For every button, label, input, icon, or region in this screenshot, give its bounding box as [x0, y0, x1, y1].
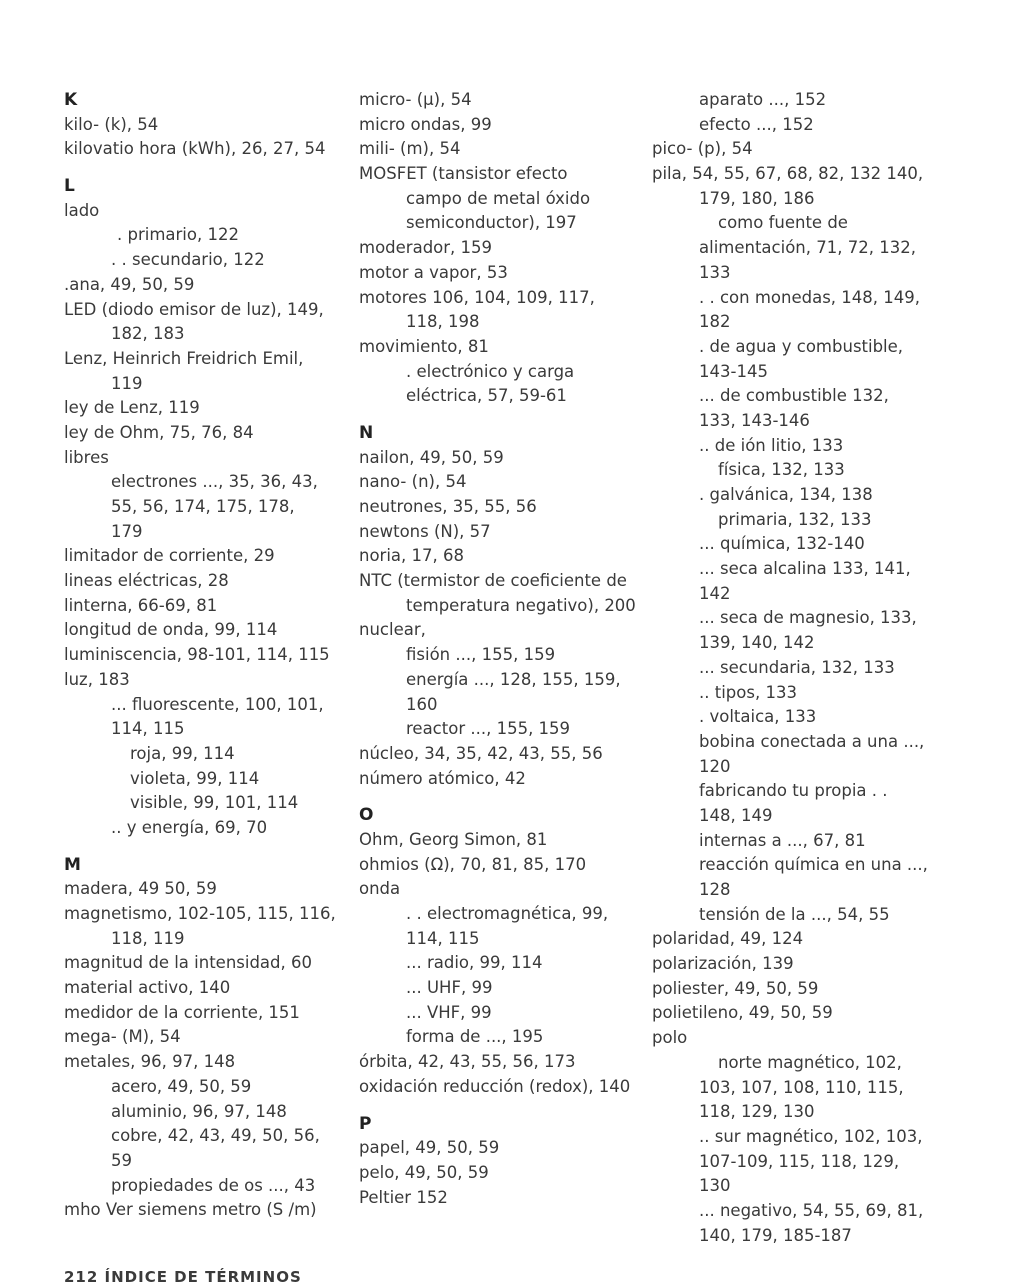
index-entry: mega- (M), 54: [64, 1027, 181, 1047]
index-entry: LED (diodo emisor de luz), 149,: [64, 299, 324, 319]
index-entry: limitador de corriente, 29: [64, 546, 275, 566]
index-entry: onda: [359, 879, 401, 899]
index-entry: . . secundario, 122: [111, 250, 265, 270]
section-letter: L: [64, 176, 75, 197]
index-entry: micro ondas, 99: [359, 114, 492, 134]
index-entry: moderador, 159: [359, 238, 493, 258]
index-entry: ... radio, 99, 114: [406, 953, 543, 973]
index-entry: newtons (N), 57: [359, 521, 491, 541]
index-entry: nuclear,: [359, 620, 426, 640]
index-entry: longitud de onda, 99, 114: [64, 620, 278, 640]
index-entry: nano- (n), 54: [359, 472, 467, 492]
index-entry: alimentación, 71, 72, 132,: [699, 238, 916, 258]
index-entry: 160: [406, 694, 438, 714]
index-entry: pila, 54, 55, 67, 68, 82, 132 140,: [652, 164, 924, 184]
index-entry: .. de ión litio, 133: [699, 435, 844, 455]
index-entry: nailon, 49, 50, 59: [359, 447, 504, 467]
page-footer: 212 ÍNDICE DE TÉRMINOS: [64, 1268, 302, 1286]
index-entry: reactor ..., 155, 159: [406, 719, 571, 739]
index-entry: polietileno, 49, 50, 59: [652, 1003, 833, 1023]
index-entry: ley de Lenz, 119: [64, 398, 200, 418]
index-entry: micro- (µ), 54: [359, 90, 472, 109]
index-entry: metales, 96, 97, 148: [64, 1052, 236, 1072]
index-entry: semiconductor), 197: [406, 213, 577, 233]
index-entry: energía ..., 128, 155, 159,: [406, 669, 621, 689]
index-entry: linterna, 66-69, 81: [64, 595, 218, 615]
section-letter: M: [64, 854, 81, 875]
index-entry: propiedades de os ..., 43: [111, 1175, 316, 1195]
section-letter: N: [359, 422, 374, 443]
index-entry: luminiscencia, 98-101, 114, 115: [64, 645, 330, 665]
index-entry: primaria, 132, 133: [718, 509, 872, 529]
index-entry: 182, 183: [111, 324, 185, 344]
index-entry: número atómico, 42: [359, 768, 526, 788]
index-entry: . voltaica, 133: [699, 707, 817, 727]
index-entry: aluminio, 96, 97, 148: [111, 1101, 287, 1121]
index-entry: 118, 198: [406, 312, 480, 332]
index-entry: . . con monedas, 148, 149,: [699, 287, 921, 307]
index-entry: ... de combustible 132,: [699, 386, 889, 406]
index-entry: . de agua y combustible,: [699, 336, 904, 356]
index-entry: 130: [699, 1176, 731, 1196]
section-letter: O: [359, 805, 374, 826]
index-entry: reacción química en una ...,: [699, 855, 928, 875]
index-entry: 118, 129, 130: [699, 1102, 815, 1122]
index-entry: 103, 107, 108, 110, 115,: [699, 1077, 904, 1097]
index-entry: 148, 149: [699, 805, 773, 825]
index-entry: noria, 17, 68: [359, 546, 465, 566]
index-entry: roja, 99, 114: [130, 743, 235, 763]
index-entry: visible, 99, 101, 114: [130, 793, 299, 813]
index-entry: . primario, 122: [117, 225, 239, 245]
index-entry: ... química, 132-140: [699, 534, 865, 554]
index-entry: 114, 115: [111, 719, 185, 739]
index-entry: fisión ..., 155, 159: [406, 645, 556, 665]
index-entry: Lenz, Heinrich Freidrich Emil,: [64, 348, 304, 368]
index-entry: violeta, 99, 114: [130, 768, 260, 788]
index-entry: mho Ver siemens metro (S /m): [64, 1200, 317, 1220]
index-entry: 143-145: [699, 361, 768, 381]
index-entry: lineas eléctricas, 28: [64, 571, 229, 591]
index-entry: lado: [64, 200, 100, 220]
index-entry: 128: [699, 880, 731, 899]
index-entry: eléctrica, 57, 59-61: [406, 386, 567, 406]
index-entry: .ana, 49, 50, 59: [64, 274, 195, 294]
index-entry: kilovatio hora (kWh), 26, 27, 54: [64, 139, 326, 159]
index-entry: pico- (p), 54: [652, 139, 753, 159]
index-entry: 179, 180, 186: [699, 188, 815, 208]
index-entry: polaridad, 49, 124: [652, 929, 804, 949]
index-entry: ... VHF, 99: [406, 1002, 492, 1022]
index-entry: ... fluorescente, 100, 101,: [111, 694, 324, 714]
index-entry: campo de metal óxido: [406, 188, 591, 208]
index-entry: papel, 49, 50, 59: [359, 1138, 500, 1158]
index-entry: oxidación reducción (redox), 140: [359, 1076, 631, 1096]
index-entry: material activo, 140: [64, 978, 231, 998]
index-entry: 179: [111, 521, 143, 541]
index-entry: motor a vapor, 53: [359, 262, 508, 282]
index-entry: madera, 49 50, 59: [64, 879, 217, 899]
index-entry: ... seca de magnesio, 133,: [699, 608, 917, 628]
index-entry: ohmios (Ω), 70, 81, 85, 170: [359, 854, 587, 874]
index-column-2: [359, 88, 644, 1210]
index-column-1: [64, 88, 349, 1223]
index-entry: forma de ..., 195: [406, 1027, 544, 1047]
index-entry: pelo, 49, 50, 59: [359, 1162, 489, 1182]
index-entry: 182: [699, 312, 731, 332]
index-entry: temperatura negativo), 200: [406, 595, 636, 615]
index-entry: poliester, 49, 50, 59: [652, 978, 819, 998]
index-entry: Ohm, Georg Simon, 81: [359, 829, 548, 849]
index-entry: polo: [652, 1028, 688, 1048]
index-entry: 55, 56, 174, 175, 178,: [111, 497, 295, 516]
index-entry: 118, 119: [111, 928, 185, 948]
index-entry: bobina conectada a una ...,: [699, 731, 925, 751]
index-entry: electrones ..., 35, 36, 43,: [111, 472, 318, 492]
index-entry: tensión de la ..., 54, 55: [699, 904, 890, 924]
index-entry: libres: [64, 447, 109, 467]
index-entry: . electrónico y carga: [406, 361, 575, 381]
index-entry: cobre, 42, 43, 49, 50, 56,: [111, 1126, 320, 1146]
index-entry: 139, 140, 142: [699, 633, 815, 653]
index-entry: .. y energía, 69, 70: [111, 817, 268, 837]
section-letter: P: [359, 1113, 372, 1134]
index-column-3: [652, 88, 952, 1248]
index-entry: ley de Ohm, 75, 76, 84: [64, 422, 254, 442]
index-entry: norte magnético, 102,: [718, 1052, 902, 1072]
index-entry: .. sur magnético, 102, 103,: [699, 1126, 923, 1146]
index-entry: 133, 143-146: [699, 410, 810, 430]
index-entry: efecto ..., 152: [699, 114, 814, 134]
index-entry: .. tipos, 133: [699, 682, 797, 702]
index-entry: ... UHF, 99: [406, 978, 493, 998]
index-entry: ... secundaria, 132, 133: [699, 657, 895, 677]
index-entry: magnitud de la intensidad, 60: [64, 953, 312, 973]
index-entry: 133: [699, 262, 731, 282]
index-entry: . galvánica, 134, 138: [699, 485, 873, 504]
index-entry: 140, 179, 185-187: [699, 1225, 852, 1245]
index-entry: MOSFET (tansistor efecto: [359, 164, 568, 184]
index-entry: neutrones, 35, 55, 56: [359, 497, 537, 516]
index-entry: Peltier 152: [359, 1187, 448, 1207]
index-entry: 119: [111, 373, 143, 393]
index-entry: . . electromagnética, 99,: [406, 904, 609, 923]
index-entry: núcleo, 34, 35, 42, 43, 55, 56: [359, 743, 603, 763]
index-entry: kilo- (k), 54: [64, 114, 159, 134]
index-entry: 107-109, 115, 118, 129,: [699, 1151, 900, 1171]
index-entry: magnetismo, 102-105, 115, 116,: [64, 904, 336, 923]
index-entry: internas a ..., 67, 81: [699, 830, 866, 850]
index-entry: medidor de la corriente, 151: [64, 1002, 300, 1022]
index-entry: acero, 49, 50, 59: [111, 1076, 252, 1096]
index-entry: movimiento, 81: [359, 336, 489, 356]
index-entry: NTC (termistor de coeficiente de: [359, 571, 627, 591]
index-entry: mili- (m), 54: [359, 139, 461, 159]
index-entry: como fuente de: [718, 213, 848, 233]
index-entry: motores 106, 104, 109, 117,: [359, 287, 595, 307]
index-entry: ... seca alcalina 133, 141,: [699, 559, 911, 579]
index-entry: 59: [111, 1150, 132, 1170]
index-entry: luz, 183: [64, 669, 130, 689]
section-letter: K: [64, 90, 78, 110]
index-entry: ... negativo, 54, 55, 69, 81,: [699, 1200, 924, 1220]
index-entry: fabricando tu propia . .: [699, 781, 888, 801]
index-entry: polarización, 139: [652, 954, 794, 974]
index-entry: física, 132, 133: [718, 460, 845, 480]
index-entry: aparato ..., 152: [699, 90, 827, 109]
index-entry: 114, 115: [406, 928, 480, 948]
index-entry: órbita, 42, 43, 55, 56, 173: [359, 1052, 576, 1072]
index-entry: 120: [699, 756, 731, 776]
index-entry: 142: [699, 583, 731, 603]
